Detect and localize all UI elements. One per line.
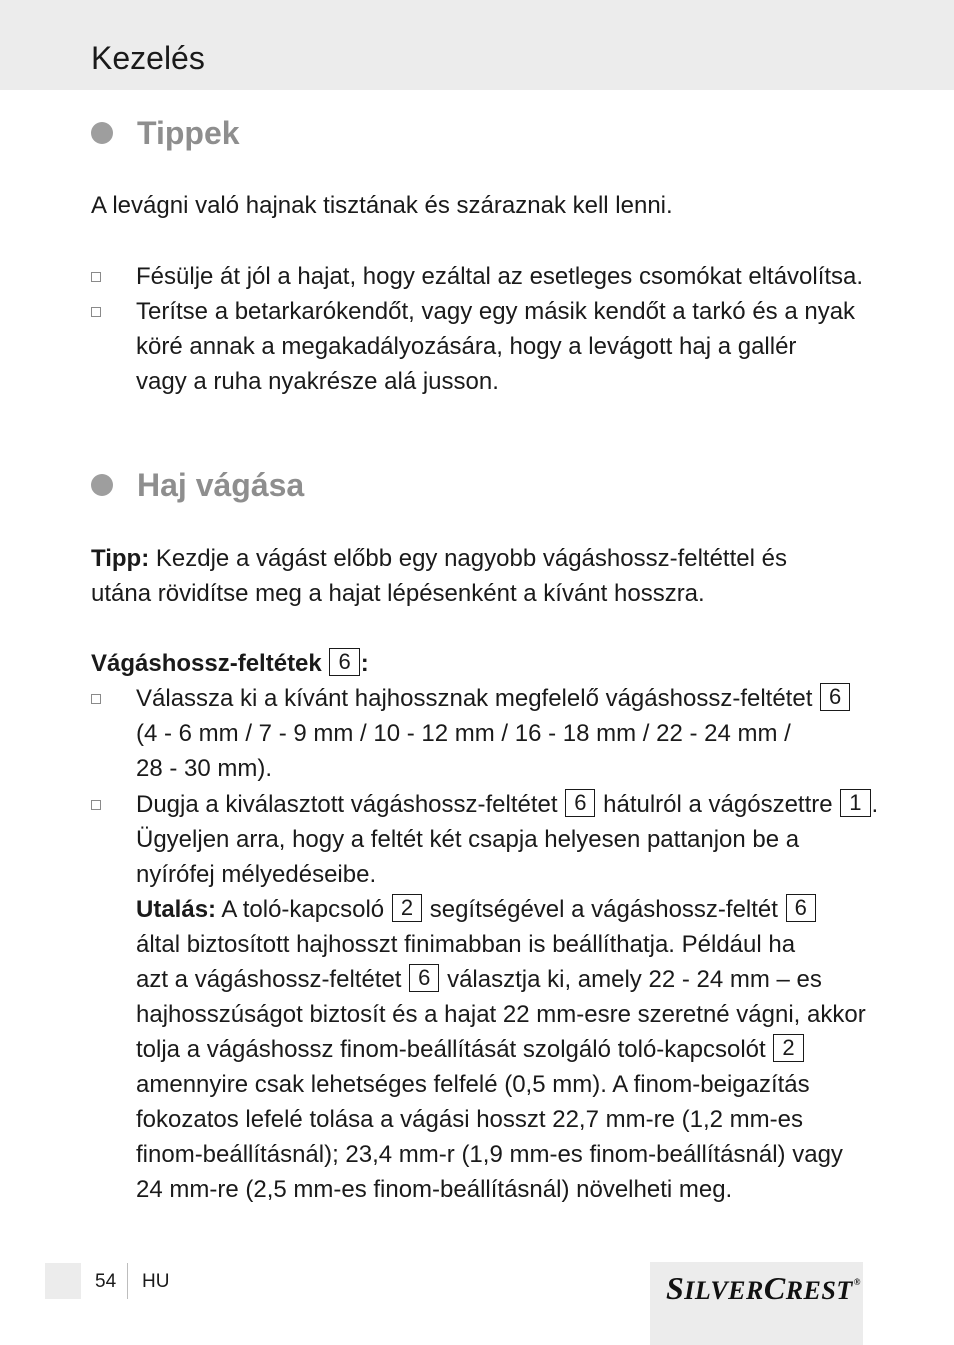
- ref-number: 6: [409, 964, 439, 992]
- section-heading-cutting: [91, 465, 304, 505]
- bullet-dot-icon: [91, 474, 113, 496]
- footer-divider: [127, 1263, 128, 1299]
- note-line: Utalás: A toló-kapcsoló 2 segítségével a vágáshossz-feltét 6: [136, 892, 871, 927]
- tip-paragraph: [91, 541, 871, 611]
- note-label: Utalás:: [136, 896, 217, 923]
- list-item-text: Fésülje át jól a hajat, hogy ezáltal az esetleges csomókat eltávolítsa.: [136, 263, 864, 290]
- checkbox-bullet-icon: [91, 272, 101, 282]
- tip-text: Kezdje a vágást előbb egy nagyobb vágáshossz-feltéttel és: [149, 545, 787, 572]
- section-heading-tips: [91, 113, 240, 153]
- page-title: Kezelés: [91, 40, 205, 76]
- list-item-text: Terítse a betarkarókendőt, vagy egy másik kendőt a tarkó és a nyak: [136, 298, 856, 325]
- ref-number: 1: [840, 789, 870, 817]
- ref-number: 6: [329, 648, 359, 676]
- list-item-text: köré annak a megakadályozására, hogy a levágott haj a gallér: [136, 333, 797, 360]
- checkbox-bullet-icon: [91, 694, 101, 704]
- brand-box: [650, 1262, 863, 1345]
- page-number: 54: [95, 1271, 117, 1292]
- ref-number: 2: [773, 1034, 803, 1062]
- tip-text: utána rövidítse meg a hajat lépésenként a kívánt hosszra.: [91, 580, 705, 607]
- ref-number: 6: [565, 789, 595, 817]
- tip-label: Tipp:: [91, 545, 150, 572]
- language-code: HU: [142, 1271, 170, 1292]
- footer-marker: [45, 1263, 81, 1299]
- brand-logo: SILVERCREST®: [666, 1270, 861, 1306]
- section-heading-cutting-label: Haj vágása: [137, 467, 305, 503]
- ref-number: 6: [820, 683, 850, 711]
- ref-number: 6: [786, 894, 816, 922]
- checkbox-bullet-icon: [91, 307, 101, 317]
- tips-intro: A levágni való hajnak tisztának és száraznak kell lenni.: [91, 192, 673, 219]
- bullet-dot-icon: [91, 122, 113, 144]
- section-heading-tips-label: Tippek: [137, 115, 240, 151]
- ref-number: 2: [392, 894, 422, 922]
- checkbox-bullet-icon: [91, 800, 101, 810]
- attachments-label: Vágáshossz-feltétek: [91, 650, 322, 677]
- list-item-text: vagy a ruha nyakrésze alá jusson.: [136, 368, 499, 395]
- attachments-heading: Vágáshossz-feltétek 6 :: [91, 649, 369, 677]
